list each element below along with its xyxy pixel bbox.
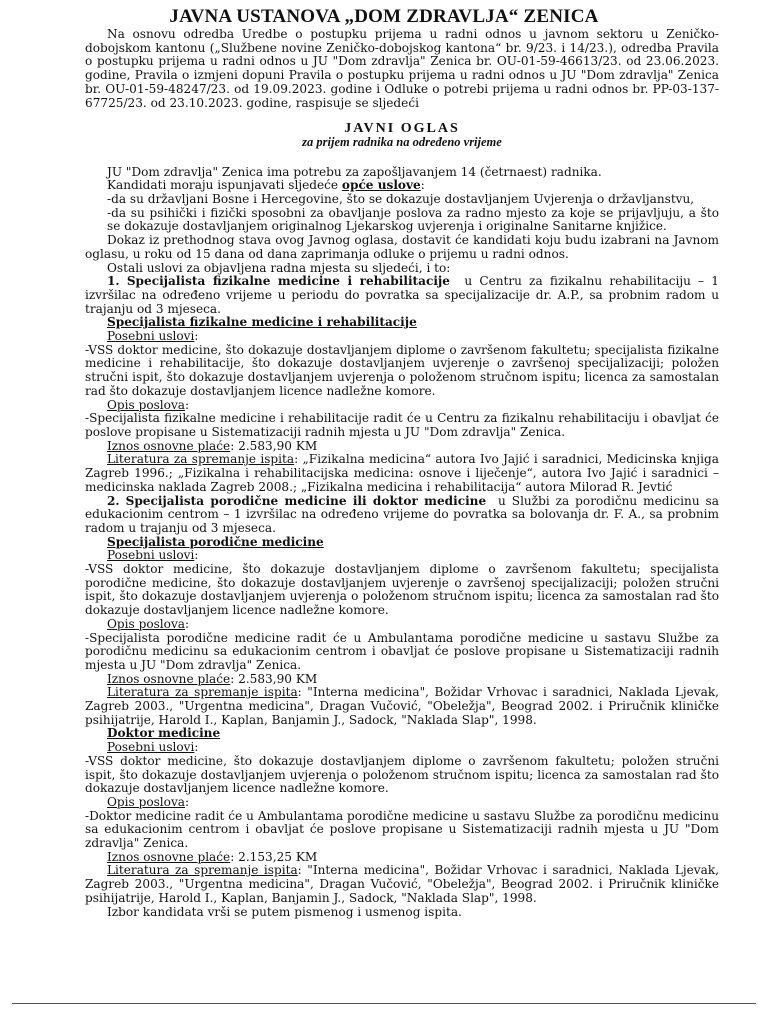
position-2b-salary: Iznos osnovne plaće: 2.153,25 KM bbox=[107, 849, 318, 864]
position-2b-literature-text: "Interna medicina", Božidar Vrhovac i saradnici, Naklada Ljevak, Zagreb 2003., "Urgentna medicina", Dragan Vučović, "Obeležja", Beograd 2002. i Priručnik kliničke psihijatrije, Harold I., Kaplan, Banjamin J., Sadock, "Naklada Slap", 1998. bbox=[85, 863, 720, 905]
position-2b-literature: Literatura za spremanje ispita: "Interna medicina", Božidar Vrhovac i saradnici, Naklada Ljevak, Zagreb 2003., "Urgentna medicina", Dragan Vučović, "Obeležja", Beograd 2002. i Priručnik kliničke psihijatrije, Harold I., Kaplan, Banjamin J., Sadock, "Naklada Slap", 1998. bbox=[85, 863, 720, 905]
intro-paragraph: JU "Dom zdravlja" Zenica ima potrebu za zapošljavanjem 14 (četrnaest) radnika. bbox=[107, 164, 602, 179]
general-conditions-lead bbox=[85, 179, 719, 193]
position-2-intro bbox=[85, 495, 719, 536]
special-conditions-label: Posebni uslovi bbox=[107, 329, 195, 344]
position-1-desc-label: Opis poslova: bbox=[107, 397, 190, 412]
position-1-salary-value: 2.583,90 KM bbox=[238, 438, 318, 453]
special-conditions-label: Posebni uslovi bbox=[107, 740, 195, 755]
position-1-name: Specijalista fizikalne medicine i rehabilitacije bbox=[126, 274, 450, 289]
position-2a-salary: Iznos osnovne plaće: 2.583,90 KM bbox=[107, 671, 318, 686]
general-conditions-label: opće uslove bbox=[341, 178, 421, 193]
position-2-number: 2. bbox=[107, 493, 120, 508]
job-description-label: Opis poslova bbox=[107, 616, 185, 631]
position-2a-special-text: -VSS doktor medicine, što dokazuje dostavljanjem diplome o završenom fakultetu; specijalista porodične medicine, što dokazuje dostavljanjem uvjerenje o završenoj specijalizaciji; položen stručni ispit, što dokazuje dostavljanjem uvjerenja o položenom stručnom ispitu; licenca za samostalan rad što dokazuje dostavljanjem licence nadležne komore. bbox=[85, 562, 719, 618]
general-conditions-text: Kandidati moraju ispunjavati sljedeće bbox=[107, 178, 342, 193]
institution-title: JAVNA USTANOVA „DOM ZDRAVLJA“ ZENICA bbox=[169, 6, 599, 27]
position-2b-special-text: -VSS doktor medicine, što dokazuje dostavljanjem diplome o završenom fakultetu; položen stručni ispit, što dokazuje dostavljanjem uvjerenja o položenom stručnom ispitu; licenca za samostalan rad što dokazuje dostavljanjem licence nadležne komore. bbox=[85, 753, 719, 796]
position-2a-subtitle: Specijalista porodične medicine bbox=[107, 534, 324, 549]
job-description-label: Opis poslova bbox=[107, 397, 185, 412]
position-2a-desc-label: Opis poslova: bbox=[107, 616, 190, 631]
position-2b-desc-label: Opis poslova: bbox=[107, 794, 190, 809]
position-1-number: 1. bbox=[107, 274, 120, 289]
salary-label: Iznos osnovne plaće bbox=[107, 438, 231, 453]
position-1-special-text: -VSS doktor medicine, što dokazuje dostavljanjem diplome o završenom fakultetu; specijalista fizikalne medicine i rehabilitacije, što dokazuje dostavljanjem uvjerenje o završenoj specijalizaciji; položen stručni ispit, što dokazuje dostavljanjem uvjerenja o položenom stručnom ispitu; licenca za samostalan rad što dokazuje dostavljanjem licence nadležne komore. bbox=[85, 342, 719, 398]
position-1-desc-text: -Specijalista fizikalne medicine i rehabilitacije radit će u Centru za fizikalnu rehabilitaciju i obavljat će poslove propisane u Sistematizaciji radnih mjesta u JU "Dom zdravlja" Zenica. bbox=[85, 411, 719, 439]
position-2a-desc-text: -Specijalista porodične medicine radit će u Ambulantama porodične medicine u sastavu Službe za porodičnu medicinu sa edukacionim centrom i obavljat će poslove propisane u Sistematizaciji radnih mjesta u JU "Dom zdravlja" Zenica. bbox=[85, 630, 719, 672]
salary-label: Iznos osnovne plaće bbox=[107, 671, 231, 686]
position-1-subtitle: Specijalista fizikalne medicine i rehabilitacije bbox=[107, 315, 417, 330]
position-2a-literature: Literatura za spremanje ispita: "Interna medicina", Božidar Vrhovac i saradnici, Naklada Ljevak, Zagreb 2003., "Urgentna medicina", Dragan Vučović, "Obeležja", Beograd 2002. i Priručnik kliničke psihijatrije, Harold I., Kaplan, Banjamin J., Sadock, "Naklada Slap", 1998. bbox=[85, 685, 720, 727]
salary-label: Iznos osnovne plaće bbox=[107, 849, 231, 864]
position-2a-salary-value: 2.583,90 KM bbox=[238, 671, 318, 686]
position-1-salary: Iznos osnovne plaće: 2.583,90 KM bbox=[107, 438, 318, 453]
proof-note-paragraph: Dokaz iz prethodnog stava ovog Javnog oglasa, dostavit će kandidati koju budu izabrani na Javnom oglasu, u roku od 15 dana od dana zaprimanja odluke o prijemu u radni odnos. bbox=[85, 233, 719, 261]
general-condition-item: -da su državljani Bosne i Hercegovine, što se dokazuje dostavljanjem Uvjerenja o državljanstvu, bbox=[107, 192, 695, 207]
position-1-details: u Centru za fizikalnu rehabilitaciju – 1 izvršilac na određeno vrijeme u periodu do povratka sa specijalizacije dr. A.P., sa probnim radom u trajanju od 3 mjeseca. bbox=[85, 274, 719, 316]
general-conditions-colon: : bbox=[420, 178, 425, 193]
position-1-intro bbox=[85, 275, 719, 316]
literature-label: Literatura za spremanje ispita bbox=[107, 863, 298, 878]
position-2b-special-label: Posebni uslovi: bbox=[107, 740, 199, 755]
selection-paragraph: Izbor kandidata vrši se putem pismenog i usmenog ispita. bbox=[107, 904, 462, 919]
position-1-literature: Literatura za spremanje ispita: „Fizikalna medicina“ autora Ivo Jajić i saradnici, Medicinska knjiga Zagreb 1996.; „Fizikalna i rehabilitacijska medicina: osnove i liječenje“, autora Ivo Jajić i saradnici – medicinska naklada Zagreb 2008.; „Fizikalna medicina i rehabilitacija“ autora Milorad R. Jevtić bbox=[85, 452, 719, 494]
position-2a-literature-text: "Interna medicina", Božidar Vrhovac i saradnici, Naklada Ljevak, Zagreb 2003., "Urgentna medicina", Dragan Vučović, "Obeležja", Beograd 2002. i Priručnik kliničke psihijatrije, Harold I., Kaplan, Banjamin J., Sadock, "Naklada Slap", 1998. bbox=[85, 685, 720, 727]
announcement-subheading: za prijem radnika na određeno vrijeme bbox=[302, 134, 502, 149]
document-body bbox=[85, 28, 719, 919]
position-2-details: u Službi za porodičnu medicinu sa edukacionim centrom – 1 izvršilac na određeno vrijeme do povratka sa bolovanja dr. F. A., sa probnim radom u trajanju od 3 mjeseca. bbox=[85, 493, 719, 535]
position-2b-subtitle: Doktor medicine bbox=[107, 726, 221, 741]
position-1-literature-text: „Fizikalna medicina“ autora Ivo Jajić i saradnici, Medicinska knjiga Zagreb 1996.; „Fizikalna i rehabilitacijska medicina: osnove i liječenje“, autora Ivo Jajić i saradnici – medicinska naklada Zagreb 2008.; „Fizikalna medicina i rehabilitacija“ autora Milorad R. Jevtić bbox=[85, 452, 719, 494]
literature-label: Literatura za spremanje ispita bbox=[107, 685, 298, 700]
general-condition-item: -da su psihički i fizički sposobni za obavljanje poslova za radno mjesto za koje se prijavljuju, a što se dokazuje dostavljanjem originalnog Ljekarskog uvjerenja i originalne Sanitarne knjižice. bbox=[107, 205, 719, 234]
other-conditions-paragraph: Ostali uslovi za objavljena radna mjesta su sljedeći, i to: bbox=[107, 260, 451, 275]
preamble-paragraph: Na osnovu odredba Uredbe o postupku prijema u radni odnos u javnom sektoru u Zeničko-dobojskom kantonu („Službene novine Zeničko-dobojskog kantona“ br. 9/23. i 14/23.), odredba Pravila o postupku prijema u radni odnos u JU "Dom zdravlja" Zenica br. OU-01-59-46613/23. od 23.06.2023. godine, Pravila o izmjeni dopuni Pravila o postupku prijema u radni odnos u JU "Dom zdravlja" Zenica br. OU-01-59-48247/23. od 19.09.2023. godine i Odluke o potrebi prijema u radni odnos br. PP-03-137-67725/23. od 23.10.2023. godine, raspisuje se sljedeći bbox=[85, 27, 719, 110]
position-2a-special-label: Posebni uslovi: bbox=[107, 548, 199, 563]
literature-label: Literatura za spremanje ispita bbox=[107, 452, 295, 467]
announcement-heading: JAVNI OGLAS bbox=[344, 121, 460, 137]
position-2-name: Specijalista porodične medicine ili doktor medicine bbox=[125, 493, 487, 508]
job-description-label: Opis poslova bbox=[107, 794, 185, 809]
special-conditions-label: Posebni uslovi bbox=[107, 548, 195, 563]
footer-divider bbox=[12, 1003, 756, 1004]
position-1-special-label: Posebni uslovi: bbox=[107, 329, 199, 344]
position-2b-desc-text: -Doktor medicine radit će u Ambulantama porodične medicine u sastavu Službe za porodičnu medicinu sa edukacionim centrom i obavljat će poslove propisane u Sistematizaciji radnih mjesta u JU "Dom zdravlja" Zenica. bbox=[85, 808, 719, 851]
position-2b-salary-value: 2.153,25 KM bbox=[238, 849, 318, 864]
